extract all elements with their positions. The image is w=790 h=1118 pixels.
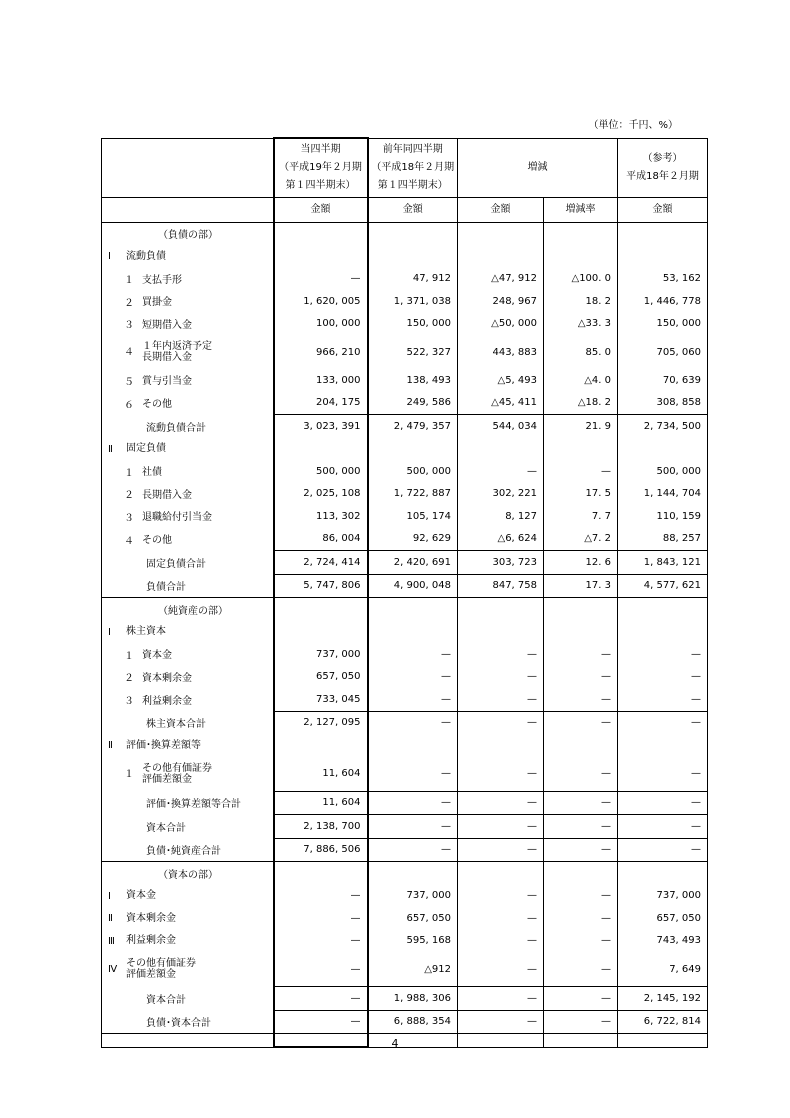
value-cell: 6, 888, 354 — [368, 1010, 458, 1034]
value-cell: — — [618, 838, 708, 862]
row-label: 資本合計 — [102, 815, 274, 839]
value-cell: 4, 900, 048 — [368, 574, 458, 598]
value-cell — [458, 438, 544, 461]
table-row — [102, 952, 708, 987]
value-cell: — — [544, 907, 618, 930]
value-cell — [544, 598, 618, 621]
value-cell: — — [458, 815, 544, 839]
value-cell: 737, 000 — [274, 643, 368, 666]
value-cell: — — [458, 643, 544, 666]
value-cell: △18. 2 — [544, 392, 618, 415]
table-row — [102, 222, 708, 245]
table-row — [102, 574, 708, 598]
value-cell — [458, 222, 544, 245]
value-cell: △100. 0 — [544, 268, 618, 291]
header-prior-quarter: 前年同四半期 （平成18年２月期 第１四半期末） — [368, 138, 458, 197]
value-cell: 705, 060 — [618, 335, 708, 369]
row-label: １ その他有価証券 評価差額金 — [102, 757, 274, 792]
value-cell: 500, 000 — [618, 460, 708, 483]
value-cell — [368, 734, 458, 757]
value-cell: — — [544, 666, 618, 689]
row-number: ３ — [124, 696, 134, 707]
table-row — [102, 245, 708, 268]
value-cell: 2, 734, 500 — [618, 415, 708, 438]
row-number: ６ — [124, 399, 134, 411]
value-cell: — — [618, 643, 708, 666]
table-row — [102, 505, 708, 528]
table-row — [102, 838, 708, 862]
value-cell: — — [368, 757, 458, 792]
row-number: Ⅱ — [108, 740, 113, 751]
value-cell — [544, 245, 618, 268]
row-label: 負債合計 — [102, 574, 274, 598]
table-row — [102, 415, 708, 438]
row-label: ２ 資本剰余金 — [102, 666, 274, 689]
value-cell: 847, 758 — [458, 574, 544, 598]
row-label: １ 資本金 — [102, 643, 274, 666]
value-cell: 2, 724, 414 — [274, 551, 368, 575]
row-number: １ — [124, 768, 134, 780]
value-cell: — — [544, 1010, 618, 1034]
table-row — [102, 791, 708, 815]
value-cell: 500, 000 — [274, 460, 368, 483]
value-cell: — — [458, 757, 544, 792]
row-label: Ⅰ 株主資本 — [102, 621, 274, 644]
row-label: 評価･換算差額等合計 — [102, 791, 274, 815]
table-row — [102, 643, 708, 666]
row-label: Ⅰ 資本金 — [102, 885, 274, 908]
value-cell: 100, 000 — [274, 313, 368, 336]
value-cell: 18. 2 — [544, 290, 618, 313]
value-cell — [368, 438, 458, 461]
value-cell: 7. 7 — [544, 505, 618, 528]
row-number: Ⅰ — [108, 251, 111, 262]
value-cell: — — [458, 987, 544, 1011]
row-number: Ⅰ — [108, 890, 111, 902]
row-label: ５ 賞与引当金 — [102, 369, 274, 392]
value-cell: — — [368, 643, 458, 666]
value-cell: 3, 023, 391 — [274, 415, 368, 438]
value-cell: △50, 000 — [458, 313, 544, 336]
table-row — [102, 862, 708, 885]
value-cell: 1, 620, 005 — [274, 290, 368, 313]
value-cell: 2, 420, 691 — [368, 551, 458, 575]
value-cell: △33. 3 — [544, 313, 618, 336]
value-cell: — — [544, 688, 618, 711]
value-cell: — — [458, 666, 544, 689]
balance-sheet-table — [101, 137, 708, 1048]
value-cell: 1, 446, 778 — [618, 290, 708, 313]
row-label: 負債･資本合計 — [102, 1010, 274, 1034]
value-cell: — — [274, 268, 368, 291]
row-number: １ — [124, 467, 134, 479]
subheader-amount: 金額 — [368, 197, 458, 222]
value-cell — [618, 734, 708, 757]
value-cell: — — [544, 885, 618, 908]
row-label: （資本の部） — [102, 862, 274, 885]
value-cell: 595, 168 — [368, 930, 458, 953]
value-cell — [544, 862, 618, 885]
value-cell: 733, 045 — [274, 688, 368, 711]
value-cell — [274, 734, 368, 757]
value-cell: 1, 988, 306 — [368, 987, 458, 1011]
row-number: ５ — [124, 376, 134, 388]
value-cell: 17. 3 — [544, 574, 618, 598]
row-label: ２ 長期借入金 — [102, 483, 274, 506]
value-cell: — — [368, 666, 458, 689]
value-cell: — — [458, 711, 544, 734]
table-row — [102, 987, 708, 1011]
value-cell: 308, 858 — [618, 392, 708, 415]
row-label: ３ 短期借入金 — [102, 313, 274, 336]
value-cell: 17. 5 — [544, 483, 618, 506]
subheader-row — [102, 197, 708, 222]
row-label: ６ その他 — [102, 392, 274, 415]
value-cell: 737, 000 — [618, 885, 708, 908]
value-cell: — — [458, 885, 544, 908]
table-row — [102, 528, 708, 551]
header-current-quarter: 当四半期 （平成19年２月期 第１四半期末） — [274, 138, 368, 197]
value-cell — [618, 598, 708, 621]
value-cell: 743, 493 — [618, 930, 708, 953]
value-cell: 47, 912 — [368, 268, 458, 291]
value-cell — [368, 598, 458, 621]
value-cell: — — [544, 791, 618, 815]
value-cell: 2, 138, 700 — [274, 815, 368, 839]
table-row — [102, 885, 708, 908]
subheader-change-rate: 増減率 — [544, 197, 618, 222]
table-row — [102, 688, 708, 711]
value-cell: 1, 144, 704 — [618, 483, 708, 506]
value-cell: 1, 722, 887 — [368, 483, 458, 506]
row-number: Ⅳ — [108, 964, 118, 976]
unit-note: （単位：千円、%） — [588, 120, 678, 131]
value-cell — [274, 862, 368, 885]
value-cell: 204, 175 — [274, 392, 368, 415]
value-cell: 303, 723 — [458, 551, 544, 575]
value-cell: — — [544, 838, 618, 862]
value-cell — [368, 621, 458, 644]
row-label: Ⅱ 固定負債 — [102, 438, 274, 461]
value-cell: 966, 210 — [274, 335, 368, 369]
value-cell: — — [368, 815, 458, 839]
value-cell: — — [368, 791, 458, 815]
header-row — [102, 138, 708, 197]
value-cell: — — [274, 907, 368, 930]
value-cell: — — [544, 930, 618, 953]
value-cell: — — [618, 688, 708, 711]
value-cell — [618, 862, 708, 885]
value-cell: △7. 2 — [544, 528, 618, 551]
value-cell: — — [458, 688, 544, 711]
value-cell: 249, 586 — [368, 392, 458, 415]
value-cell: — — [544, 643, 618, 666]
table-row — [102, 551, 708, 575]
row-label: Ⅳ その他有価証券 評価差額金 — [102, 952, 274, 987]
value-cell: — — [544, 711, 618, 734]
row-label: 資本合計 — [102, 987, 274, 1011]
value-cell: 443, 883 — [458, 335, 544, 369]
table-row — [102, 290, 708, 313]
value-cell: 657, 050 — [274, 666, 368, 689]
row-label: Ⅱ 評価･換算差額等 — [102, 734, 274, 757]
value-cell: — — [544, 952, 618, 987]
table-row — [102, 598, 708, 621]
value-cell — [274, 598, 368, 621]
row-label: 固定負債合計 — [102, 551, 274, 575]
value-cell — [274, 438, 368, 461]
value-cell — [544, 621, 618, 644]
value-cell: 138, 493 — [368, 369, 458, 392]
table-row — [102, 268, 708, 291]
row-number: ２ — [124, 297, 134, 309]
table-row — [102, 734, 708, 757]
value-cell: — — [544, 757, 618, 792]
row-label: ３ 利益剰余金 — [102, 688, 274, 711]
value-cell: — — [618, 666, 708, 689]
row-number: １ — [124, 275, 134, 287]
value-cell — [618, 438, 708, 461]
value-cell: 500, 000 — [368, 460, 458, 483]
value-cell — [368, 862, 458, 885]
value-cell — [618, 621, 708, 644]
value-cell: 2, 127, 095 — [274, 711, 368, 734]
value-cell: — — [458, 930, 544, 953]
row-label: ３ 退職給付引当金 — [102, 505, 274, 528]
value-cell: — — [458, 952, 544, 987]
value-cell: — — [458, 907, 544, 930]
row-label: Ⅱ 資本剰余金 — [102, 907, 274, 930]
value-cell: — — [618, 711, 708, 734]
row-label: 負債･純資産合計 — [102, 838, 274, 862]
value-cell: 12. 6 — [544, 551, 618, 575]
row-number: ２ — [124, 490, 134, 502]
value-cell: 522, 327 — [368, 335, 458, 369]
row-label: （負債の部） — [102, 222, 274, 245]
value-cell: 11, 604 — [274, 757, 368, 792]
value-cell: 544, 034 — [458, 415, 544, 438]
value-cell: 302, 221 — [458, 483, 544, 506]
row-number: ２ — [124, 673, 134, 685]
row-number: Ⅱ — [108, 443, 113, 455]
value-cell: 2, 145, 192 — [618, 987, 708, 1011]
table-row — [102, 335, 708, 369]
row-number: Ⅲ — [108, 935, 115, 947]
row-label: １ 社債 — [102, 460, 274, 483]
value-cell: △4. 0 — [544, 369, 618, 392]
value-cell: — — [274, 885, 368, 908]
value-cell: — — [618, 815, 708, 839]
table-row — [102, 460, 708, 483]
row-label: Ⅲ 利益剰余金 — [102, 930, 274, 953]
row-label: Ⅰ 流動負債 — [102, 245, 274, 268]
value-cell: 2, 025, 108 — [274, 483, 368, 506]
row-number: ３ — [124, 320, 134, 332]
value-cell — [458, 734, 544, 757]
value-cell: 737, 000 — [368, 885, 458, 908]
value-cell: 21. 9 — [544, 415, 618, 438]
row-number: ４ — [124, 535, 134, 547]
page-number: 4 — [391, 1037, 399, 1050]
value-cell: — — [274, 987, 368, 1011]
value-cell — [618, 222, 708, 245]
value-cell: 70, 639 — [618, 369, 708, 392]
row-number: Ⅱ — [108, 913, 113, 924]
table-row — [102, 621, 708, 644]
value-cell: 110, 159 — [618, 505, 708, 528]
value-cell: — — [544, 815, 618, 839]
value-cell — [458, 862, 544, 885]
row-label: １ 支払手形 — [102, 268, 274, 291]
table-row — [102, 369, 708, 392]
table-row — [102, 1010, 708, 1034]
row-label: ４ その他 — [102, 528, 274, 551]
value-cell: 1, 843, 121 — [618, 551, 708, 575]
value-cell: 92, 629 — [368, 528, 458, 551]
table-row — [102, 438, 708, 461]
subheader-amount: 金額 — [458, 197, 544, 222]
value-cell: 85. 0 — [544, 335, 618, 369]
row-label: ４ １年内返済予定 長期借入金 — [102, 335, 274, 369]
value-cell: △47, 912 — [458, 268, 544, 291]
value-cell: — — [544, 460, 618, 483]
value-cell: 1, 371, 038 — [368, 290, 458, 313]
value-cell: — — [368, 688, 458, 711]
value-cell — [458, 245, 544, 268]
row-number: ３ — [124, 512, 134, 524]
table-row — [102, 313, 708, 336]
row-label: （純資産の部） — [102, 598, 274, 621]
value-cell: — — [274, 1010, 368, 1034]
value-cell: — — [368, 838, 458, 862]
table-row — [102, 666, 708, 689]
value-cell: — — [458, 791, 544, 815]
value-cell: 11, 604 — [274, 791, 368, 815]
row-number: ４ — [124, 347, 134, 358]
value-cell: 86, 004 — [274, 528, 368, 551]
table-row — [102, 392, 708, 415]
value-cell: △5, 493 — [458, 369, 544, 392]
row-number: Ⅰ — [108, 626, 111, 638]
value-cell: — — [274, 930, 368, 953]
value-cell: 88, 257 — [618, 528, 708, 551]
value-cell — [458, 598, 544, 621]
value-cell: 657, 050 — [368, 907, 458, 930]
value-cell: △912 — [368, 952, 458, 987]
value-cell: — — [274, 952, 368, 987]
row-label: 流動負債合計 — [102, 415, 274, 438]
value-cell: 150, 000 — [618, 313, 708, 336]
value-cell: 4, 577, 621 — [618, 574, 708, 598]
value-cell: 7, 886, 506 — [274, 838, 368, 862]
value-cell: 5, 747, 806 — [274, 574, 368, 598]
value-cell: △6, 624 — [458, 528, 544, 551]
value-cell — [368, 245, 458, 268]
value-cell: 105, 174 — [368, 505, 458, 528]
value-cell — [458, 621, 544, 644]
row-number: １ — [124, 650, 134, 662]
table-row — [102, 930, 708, 953]
value-cell: △45, 411 — [458, 392, 544, 415]
value-cell — [274, 222, 368, 245]
value-cell — [274, 621, 368, 644]
value-cell: — — [458, 838, 544, 862]
subheader-amount: 金額 — [274, 197, 368, 222]
value-cell: — — [368, 711, 458, 734]
value-cell: — — [458, 1010, 544, 1034]
table-row — [102, 757, 708, 792]
value-cell: 2, 479, 357 — [368, 415, 458, 438]
value-cell — [544, 734, 618, 757]
value-cell — [274, 245, 368, 268]
value-cell: 8, 127 — [458, 505, 544, 528]
value-cell: — — [458, 460, 544, 483]
value-cell — [544, 438, 618, 461]
row-label: 株主資本合計 — [102, 711, 274, 734]
value-cell — [368, 222, 458, 245]
table-row — [102, 483, 708, 506]
value-cell: 7, 649 — [618, 952, 708, 987]
value-cell — [618, 245, 708, 268]
value-cell: — — [544, 987, 618, 1011]
value-cell: 657, 050 — [618, 907, 708, 930]
value-cell: 113, 302 — [274, 505, 368, 528]
table-row — [102, 711, 708, 734]
value-cell: 133, 000 — [274, 369, 368, 392]
value-cell: — — [618, 757, 708, 792]
header-change: 増減 — [458, 138, 618, 197]
table-row — [102, 907, 708, 930]
value-cell: 53, 162 — [618, 268, 708, 291]
value-cell: — — [618, 791, 708, 815]
value-cell — [544, 222, 618, 245]
row-label: ２ 買掛金 — [102, 290, 274, 313]
value-cell: 248, 967 — [458, 290, 544, 313]
header-reference: （参考） 平成18年２月期 — [618, 138, 708, 197]
value-cell: 150, 000 — [368, 313, 458, 336]
value-cell: 6, 722, 814 — [618, 1010, 708, 1034]
table-row — [102, 815, 708, 839]
subheader-amount: 金額 — [618, 197, 708, 222]
